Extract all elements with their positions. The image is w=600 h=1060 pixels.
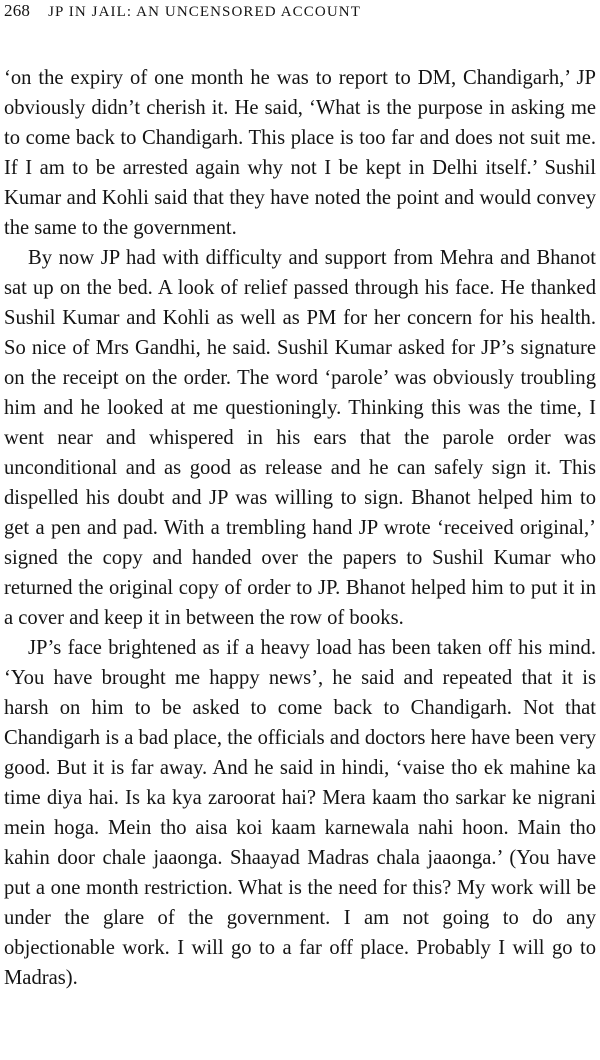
page-number: 268 bbox=[4, 1, 31, 20]
paragraph: JP’s face brightened as if a heavy load has been taken off his mind. ‘You have brought me happy news’, he said and repeated that it is harsh on him to be asked to come back to Chandigarh. Not that Chandigarh is a bad place, the officials and doctors here have been very good. But it is far away. And he said in hindi, ‘vaise tho ek mahine ka time diya hai. Is ka kya zaroorat hai? Mera kaam tho sarkar ke nigrani mein hoga. Mein tho aisa koi kaam karnewala nahi hoon. Main tho kahin door chale jaaonga. Shaayad Madras chala jaaonga.’ (You have put a one month restriction. What is the need for this? My work will be under the glare of the government. I am not going to do any objectionable work. I will go to a far off place. Probably I will go to Madras). bbox=[4, 637, 596, 989]
running-title: JP IN JAIL: AN UNCENSORED ACCOUNT bbox=[48, 4, 361, 20]
running-header bbox=[4, 1, 590, 23]
paragraph: By now JP had with difficulty and support from Mehra and Bhanot sat up on the bed. A look of relief passed through his face. He thanked Sushil Kumar and Kohli as well as PM for her concern for his health. So nice of Mrs Gandhi, he said. Sushil Kumar asked for JP’s signature on the receipt on the order. The word ‘parole’ was obviously troubling him and he looked at me questioningly. Thinking this was the time, I went near and whispered in his ears that the parole order was unconditional and as good as release and he can safely sign it. This dispelled his doubt and JP was willing to sign. Bhanot helped him to get a pen and pad. With a trembling hand JP wrote ‘received original,’ signed the copy and handed over the papers to Sushil Kumar who returned the original copy of order to JP. Bhanot helped him to put it in a cover and keep it in between the row of books. bbox=[4, 247, 596, 629]
paragraph-continued: ‘on the expiry of one month he was to report to DM, Chandigarh,’ JP obviously didn’t cherish it. He said, ‘What is the purpose in asking me to come back to Chandigarh. This place is too far and does not suit me. If I am to be arrested again why not I be kept in Delhi itself.’ Sushil Kumar and Kohli said that they have noted the point and would convey the same to the government. bbox=[4, 67, 596, 239]
body-text bbox=[4, 63, 596, 993]
